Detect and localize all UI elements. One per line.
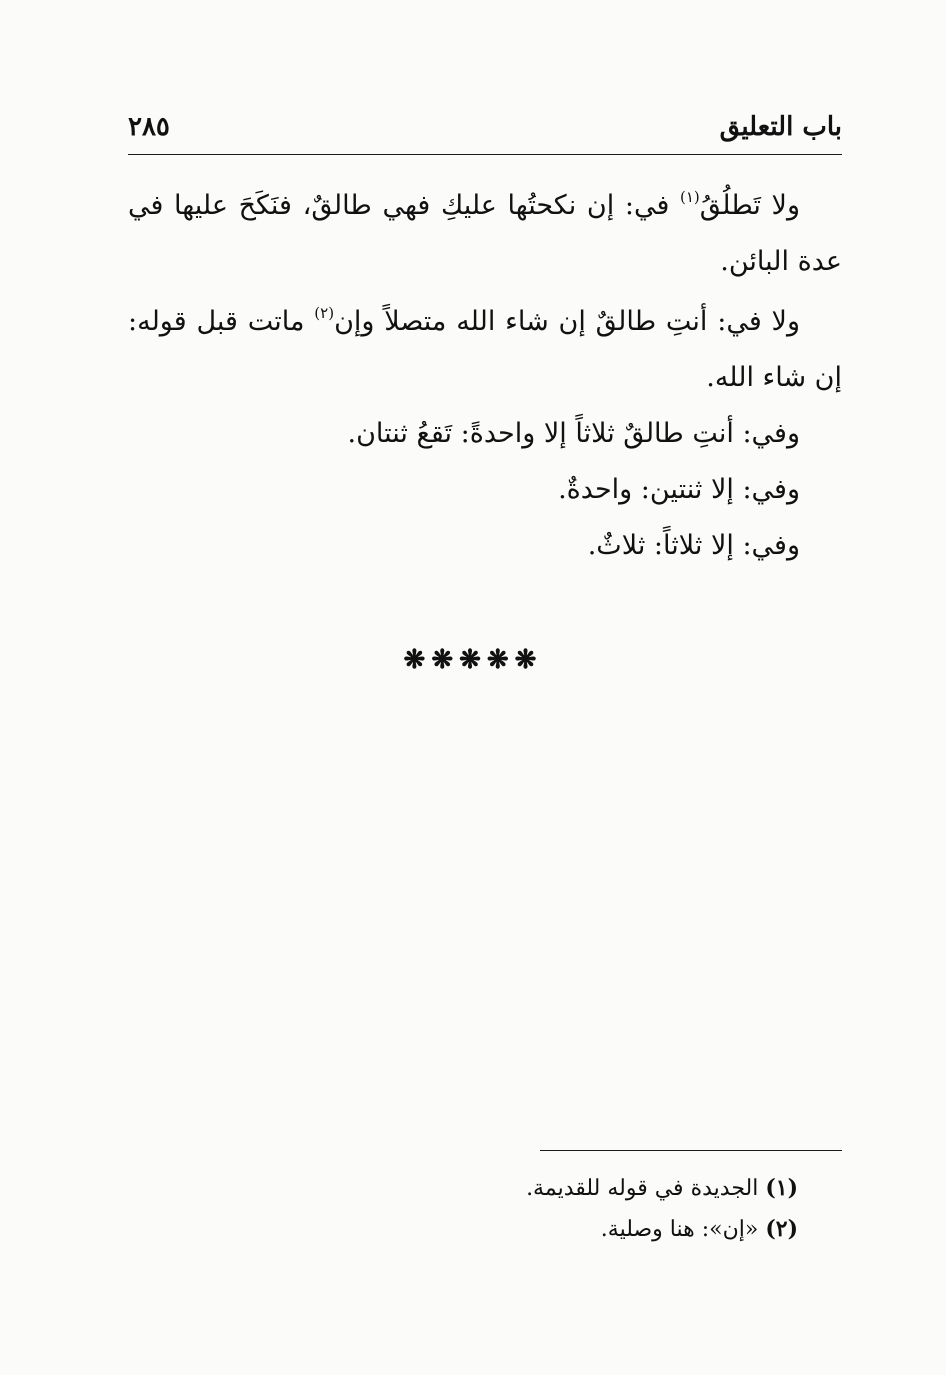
footnote-ref-1: (١) <box>680 188 700 206</box>
page-number: ٢٨٥ <box>128 112 170 142</box>
paragraph-1 <box>128 178 842 290</box>
paragraph-2-end: ماتت قبل قوله: إن شاء الله. <box>128 306 842 393</box>
footnote-1 <box>128 1168 798 1209</box>
footnote-2 <box>128 1209 798 1250</box>
section-divider-stars: ❋❋❋❋❋ <box>403 645 543 675</box>
footnote-ref-2: (٢) <box>314 304 335 322</box>
footnote-2-text: «إن»: هنا وصلية. <box>600 1217 766 1242</box>
paragraph-4: وفي: إلا ثنتين: واحدةٌ. <box>558 474 800 505</box>
running-header <box>128 112 842 155</box>
paragraph-3: وفي: أنتِ طالقٌ ثلاثاً إلا واحدةً: تَقعُ ثنتان. <box>347 418 800 449</box>
paragraph-1-end: في: إن نكحتُها عليكِ فهي طالقٌ، فنَكَحَ عليها في عدة البائن. <box>128 190 842 277</box>
footnote-2-number: (٢) <box>765 1216 798 1242</box>
paragraph-5: وفي: إلا ثلاثاً: ثلاثٌ. <box>587 530 800 561</box>
footnote-separator <box>540 1150 842 1151</box>
paragraph-2 <box>128 294 842 406</box>
footnote-1-text: الجديدة في قوله للقديمة. <box>526 1176 766 1201</box>
main-text <box>128 178 842 574</box>
footnote-1-number: (١) <box>765 1175 798 1201</box>
footnotes <box>128 1168 798 1250</box>
chapter-title: باب التعليق <box>719 112 842 142</box>
paragraph-2-start: ولا في: أنتِ طالقٌ إن شاء الله متصلاً وإن <box>334 306 800 337</box>
paragraph-1-start: ولا تَطلُقُ <box>699 190 800 221</box>
